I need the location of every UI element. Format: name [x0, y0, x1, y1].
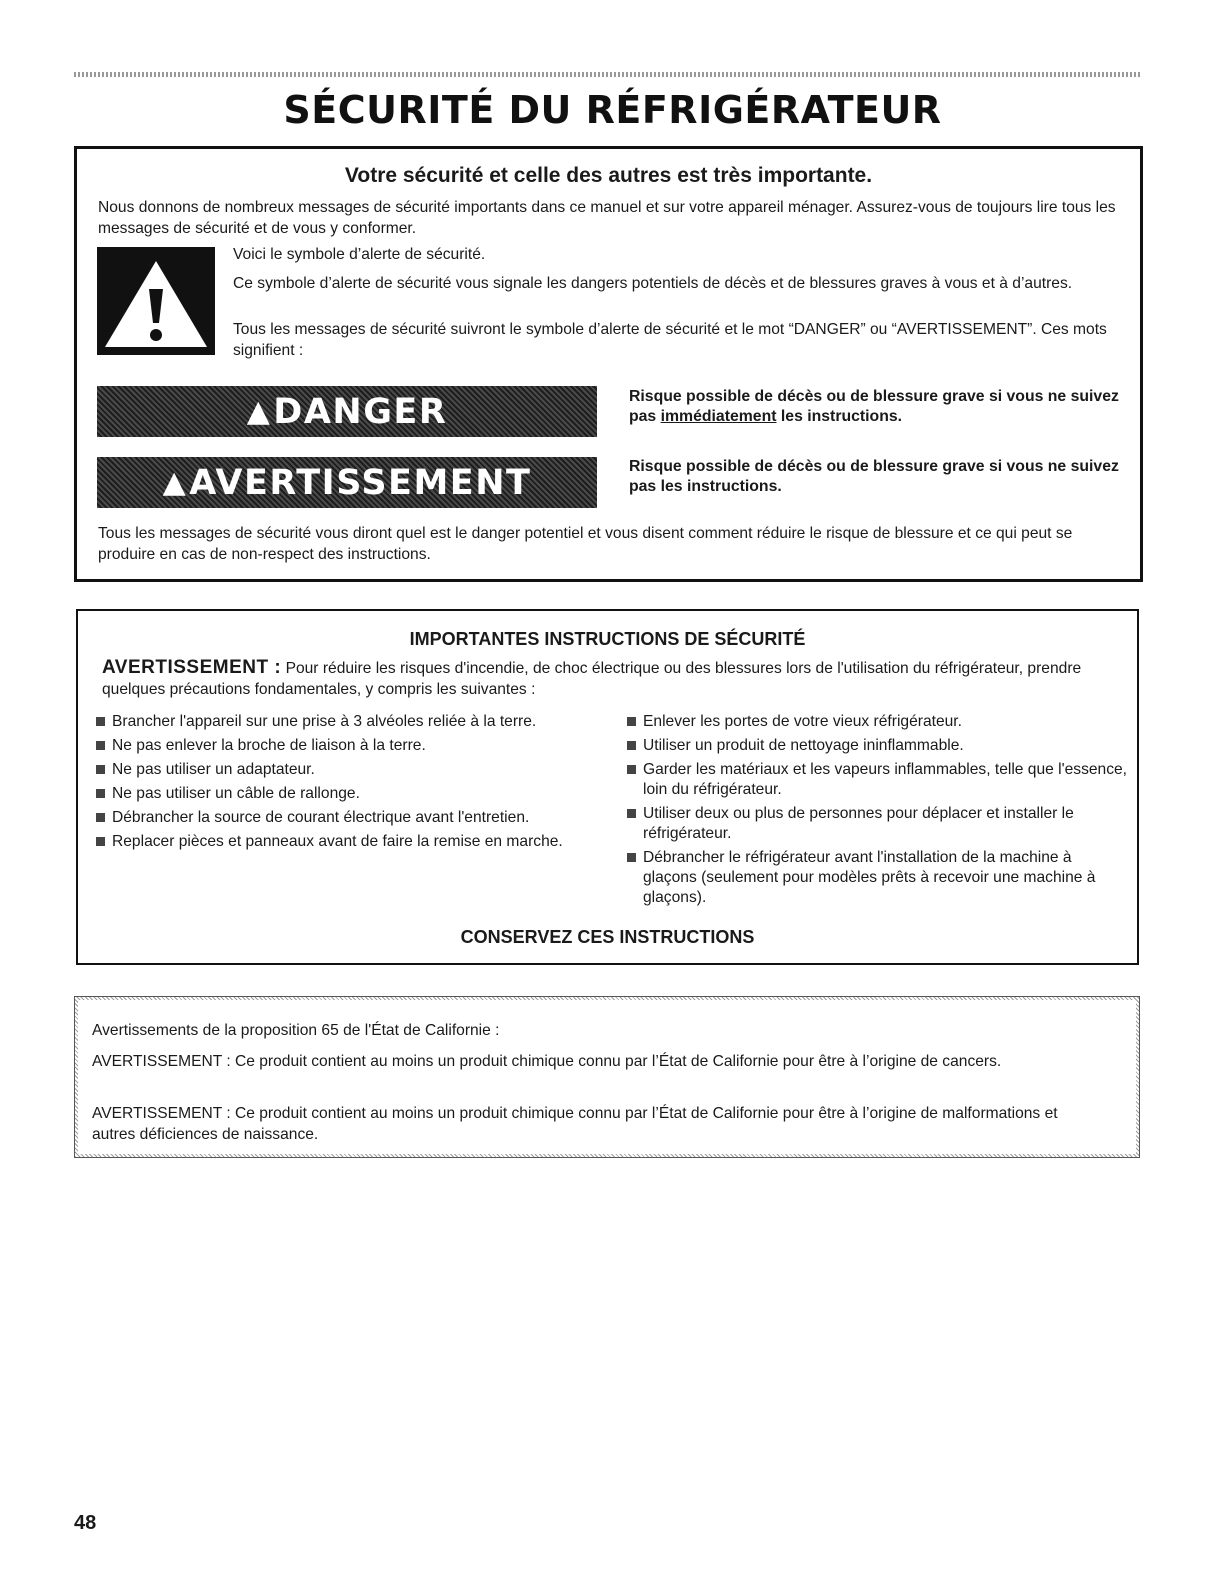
avertissement-description: Risque possible de décès ou de blessure grave si vous ne suivez pas les instructions. [629, 458, 1119, 495]
bullet-icon [627, 717, 636, 726]
safety-alert-box [74, 146, 1143, 582]
alert-triangle-icon: ▲ [162, 465, 188, 500]
bullet-icon [627, 765, 636, 774]
avertissement-label: AVERTISSEMENT [189, 462, 532, 503]
list-item: Brancher l'appareil sur une prise à 3 alvéoles reliée à la terre. [96, 712, 576, 732]
bullet-icon [96, 741, 105, 750]
danger-signal [97, 386, 597, 437]
warning-triangle-icon [97, 247, 215, 355]
bullet-icon [96, 717, 105, 726]
bullet-icon [96, 765, 105, 774]
prop65-warning-1: AVERTISSEMENT : Ce produit contient au moins un produit chimique connu par l’État de Californie pour être à l’origine de cancers. [92, 1053, 1002, 1070]
danger-label: DANGER [273, 391, 448, 432]
bullet-icon [96, 813, 105, 822]
list-item: Débrancher le réfrigérateur avant l'installation de la machine à glaçons (seulement pour modèles prêts à recevoir une machine à glaçons). [627, 848, 1127, 908]
list-item: Ne pas utiliser un câble de rallonge. [96, 784, 576, 804]
symbol-line-1: Voici le symbole d’alerte de sécurité. [233, 246, 486, 263]
avertissement-signal [97, 457, 597, 508]
bullet-icon [627, 853, 636, 862]
danger-text-emphasis: immédiatement [660, 408, 777, 425]
symbol-line-3: Tous les messages de sécurité suivront le symbole d’alerte de sécurité et le mot “DANGER” ou “AVERTISSEMENT”. Ces mots signifient : [233, 321, 1107, 359]
instructions-list-right [627, 712, 1127, 912]
prop65-inner [78, 1000, 1136, 1154]
list-item: Ne pas enlever la broche de liaison à la terre. [96, 736, 576, 756]
warning-label: AVERTISSEMENT : [102, 657, 282, 678]
instructions-footer: CONSERVEZ CES INSTRUCTIONS [460, 927, 755, 947]
top-rule [74, 72, 1142, 77]
warning-text: Pour réduire les risques d'incendie, de choc électrique ou des blessures lors de l'utilisation du réfrigérateur, prendre quelques précautions fondamentales, y compris les suivantes : [102, 660, 1082, 698]
page-title: SÉCURITÉ DU RÉFRIGÉRATEUR [283, 88, 942, 132]
bullet-icon [96, 837, 105, 846]
symbol-line-2: Ce symbole d’alerte de sécurité vous signale les dangers potentiels de décès et de blessures graves à vous et à d’autres. [233, 275, 1073, 292]
danger-text-after: les instructions. [776, 408, 903, 425]
prop65-box [74, 996, 1140, 1158]
alert-triangle-icon: ▲ [246, 394, 272, 429]
list-item: Enlever les portes de votre vieux réfrigérateur. [627, 712, 1127, 732]
prop65-warning-2: AVERTISSEMENT : Ce produit contient au moins un produit chimique connu par l’État de Californie pour être à l’origine de malformations et autres déficiences de naissance. [92, 1105, 1058, 1143]
bullet-icon [96, 789, 105, 798]
instructions-list-left [96, 712, 576, 856]
bullet-icon [627, 809, 636, 818]
list-item: Débrancher la source de courant électrique avant l'entretien. [96, 808, 576, 828]
page-number: 48 [74, 1512, 97, 1534]
bullet-icon [627, 741, 636, 750]
list-item: Garder les matériaux et les vapeurs inflammables, telle que l'essence, loin du réfrigérateur. [627, 760, 1127, 800]
safety-closing: Tous les messages de sécurité vous diront quel est le danger potentiel et vous disent comment réduire le risque de blessure et ce qui peut se produire en cas de non-respect des instructions. [98, 525, 1073, 563]
instructions-heading: IMPORTANTES INSTRUCTIONS DE SÉCURITÉ [409, 629, 806, 649]
list-item: Utiliser deux ou plus de personnes pour déplacer et installer le réfrigérateur. [627, 804, 1127, 844]
safety-heading: Votre sécurité et celle des autres est très importante. [344, 164, 873, 187]
danger-text-before: Risque possible de décès ou de blessure grave si vous ne suivez pas [629, 388, 1119, 425]
prop65-title: Avertissements de la proposition 65 de l'État de Californie : [92, 1022, 500, 1039]
danger-description [629, 387, 1139, 427]
instructions-warning [102, 657, 1122, 700]
important-instructions-box [76, 609, 1139, 965]
safety-intro: Nous donnons de nombreux messages de sécurité importants dans ce manuel et sur votre appareil ménager. Assurez-vous de toujours lire tous les messages de sécurité et de vous y conformer. [98, 199, 1116, 237]
list-item: Replacer pièces et panneaux avant de faire la remise en marche. [96, 832, 576, 852]
list-item: Ne pas utiliser un adaptateur. [96, 760, 576, 780]
list-item: Utiliser un produit de nettoyage ininflammable. [627, 736, 1127, 756]
